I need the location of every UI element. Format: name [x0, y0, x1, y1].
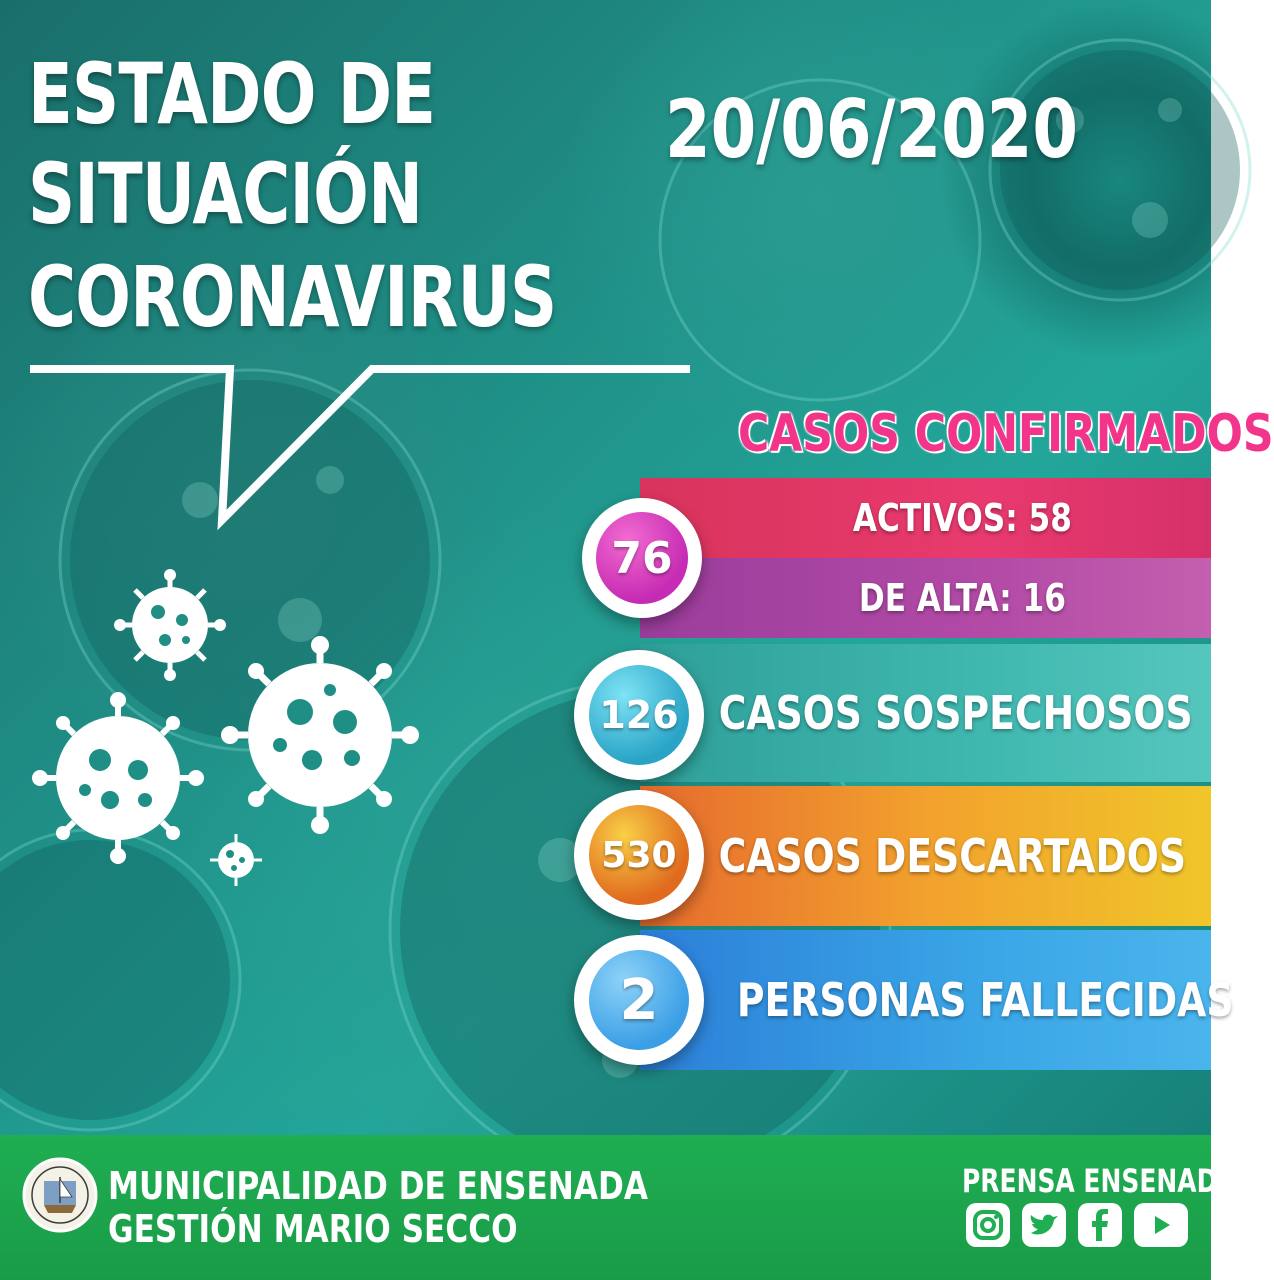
virus-icon-large — [221, 636, 419, 834]
suspected-band — [640, 644, 1211, 782]
press-label: PRENSA ENSENADA — [962, 1162, 1237, 1200]
discharged-band — [640, 558, 1211, 638]
title-line-2: SITUACIÓN — [28, 145, 423, 243]
deceased-value: 2 — [589, 950, 689, 1050]
suspected-value: 126 — [589, 665, 689, 765]
virus-icon-medium — [32, 692, 204, 864]
confirmed-total-value: 76 — [596, 512, 688, 604]
org-name: MUNICIPALIDAD DE ENSENADA — [108, 1164, 648, 1208]
deceased-badge — [574, 935, 704, 1065]
title-line-1: ESTADO DE — [28, 45, 436, 143]
suspected-badge — [574, 650, 704, 780]
discarded-badge — [574, 790, 704, 920]
discarded-label: CASOS DESCARTADOS — [718, 829, 1187, 883]
discarded-value: 530 — [589, 805, 689, 905]
instagram-icon[interactable] — [966, 1203, 1010, 1247]
org-administration: GESTIÓN MARIO SECCO — [108, 1207, 518, 1251]
suspected-label: CASOS SOSPECHOSOS — [718, 686, 1193, 740]
deceased-band — [640, 930, 1234, 1070]
active-cases-band — [640, 478, 1211, 558]
virus-icon-tiny — [210, 834, 262, 886]
deceased-label: PERSONAS FALLECIDAS — [736, 973, 1234, 1027]
virus-icon-small — [114, 569, 226, 681]
confirmed-cases-heading: CASOS CONFIRMADOS — [738, 404, 1274, 464]
discharged-label: DE ALTA: 16 — [858, 576, 1066, 620]
active-cases-label: ACTIVOS: 58 — [852, 496, 1072, 540]
report-date: 20/06/2020 — [665, 83, 1079, 176]
title-line-3: CORONAVIRUS — [28, 248, 557, 346]
youtube-icon[interactable] — [1134, 1203, 1188, 1247]
municipal-seal-logo — [22, 1157, 98, 1233]
facebook-icon[interactable] — [1078, 1203, 1122, 1247]
discarded-band — [640, 786, 1211, 926]
confirmed-total-badge — [582, 498, 702, 618]
callout-and-virus-icons — [0, 0, 700, 900]
twitter-icon[interactable] — [1022, 1203, 1066, 1247]
